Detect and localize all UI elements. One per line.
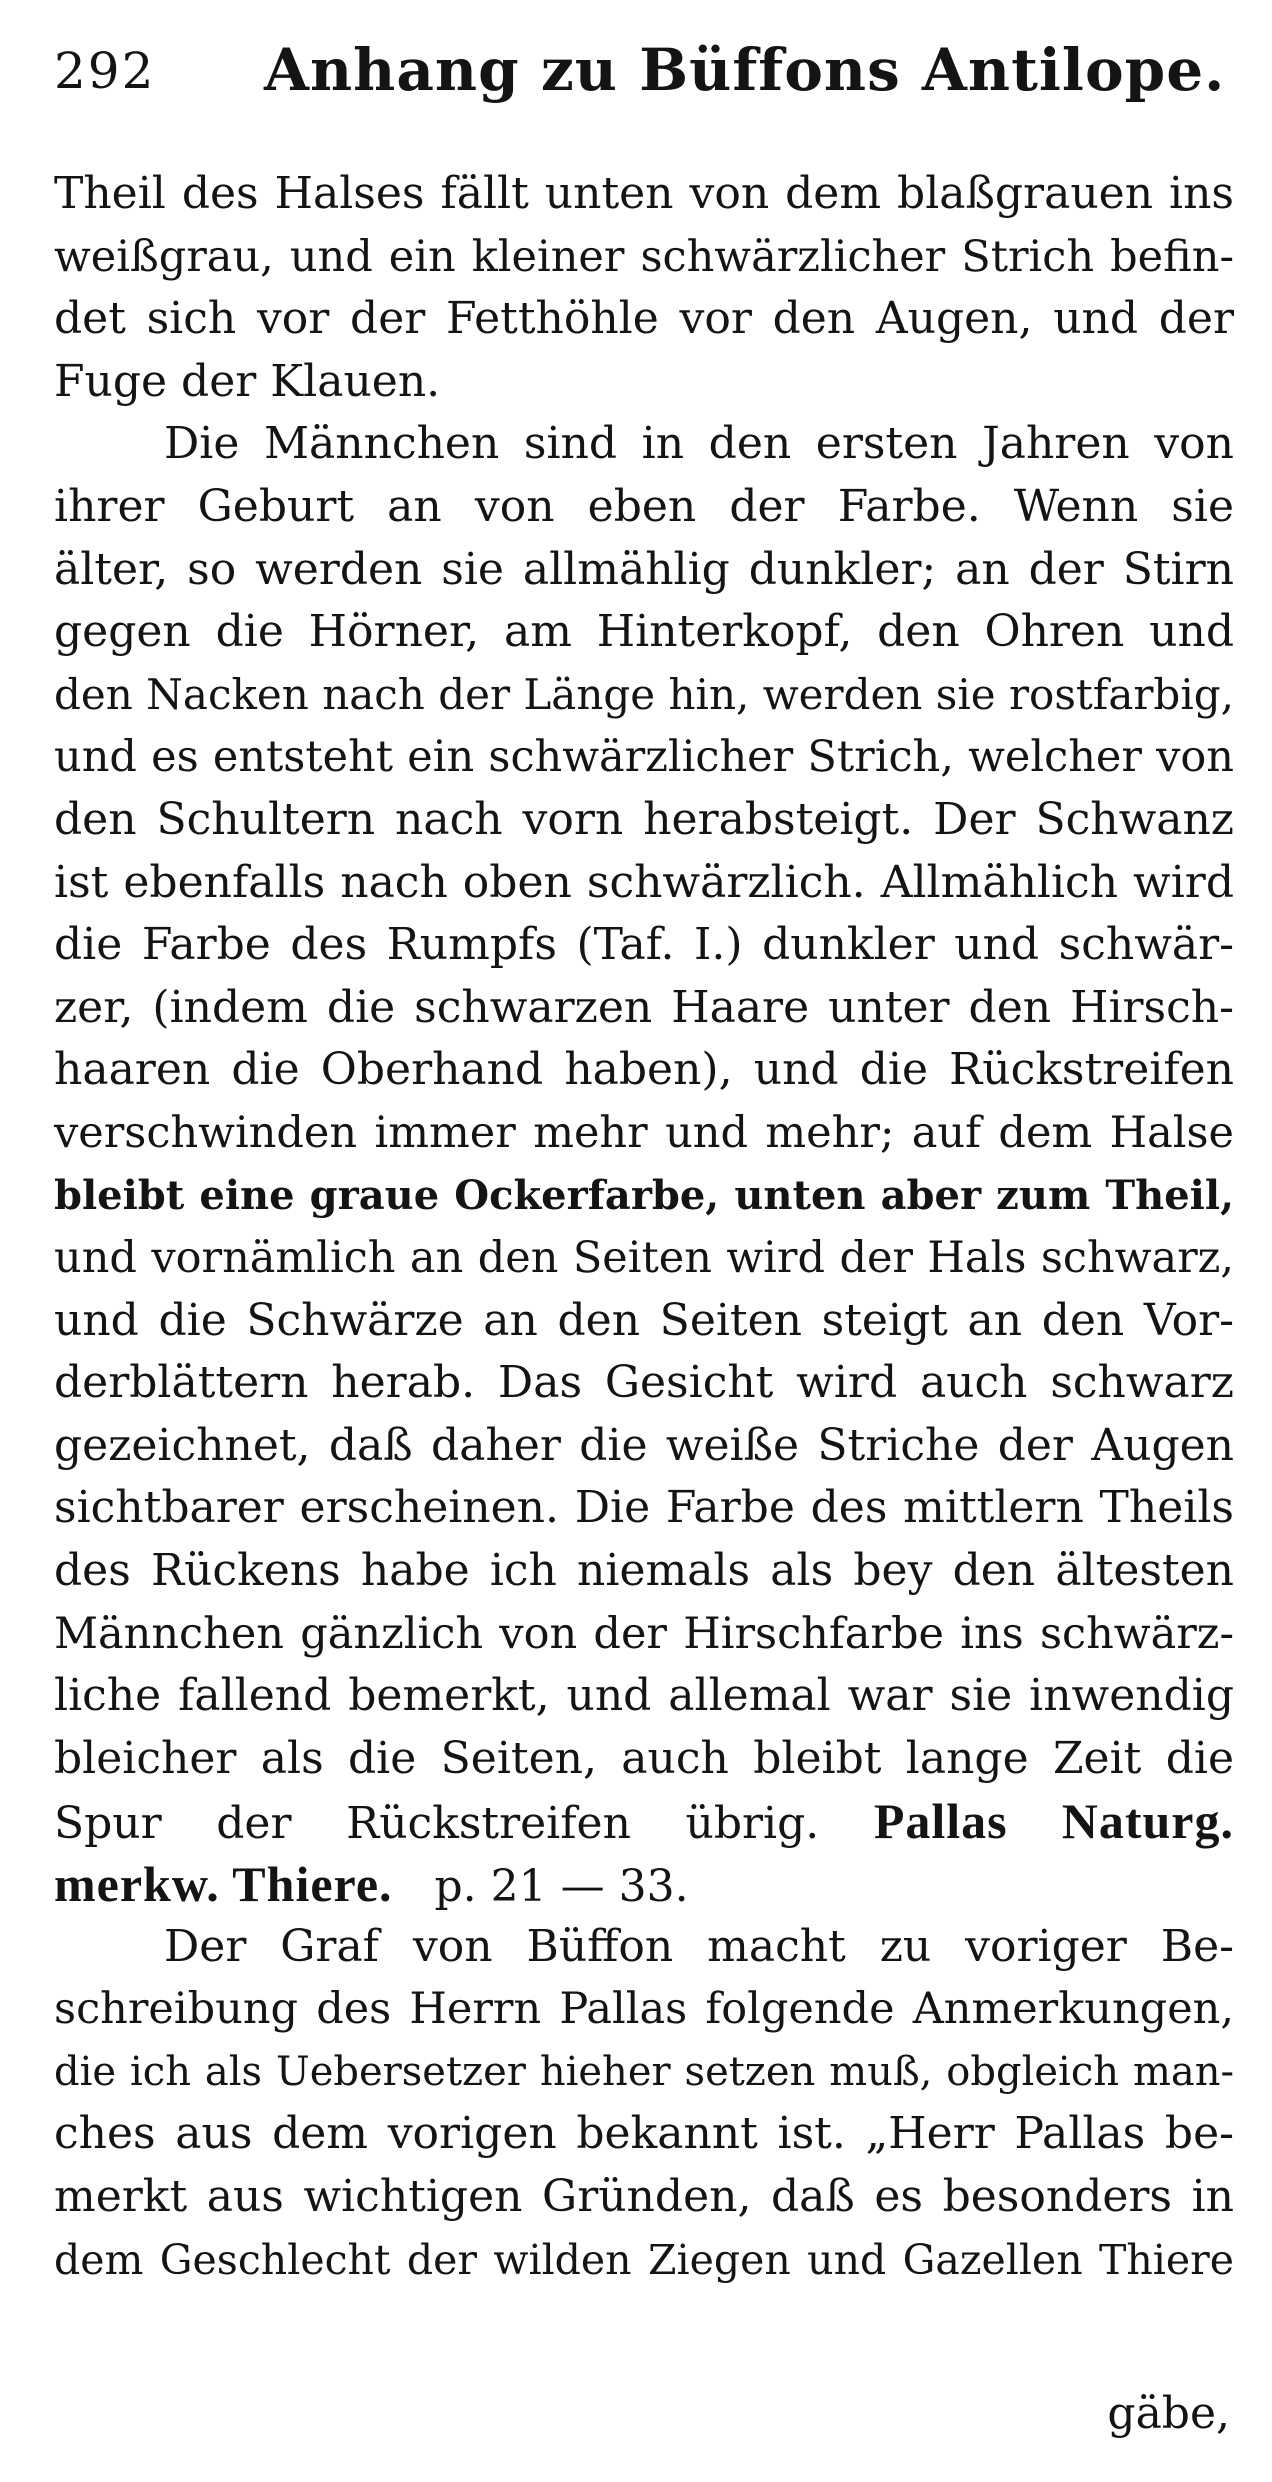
text-line: den Nacken nach der Länge hin, werden sie rostfarbig, — [54, 669, 1234, 719]
text-line: haaren die Oberhand haben), und die Rückstreifen — [54, 1044, 1234, 1096]
text-line: gegen die Hörner, am Hinterkopf, den Ohren und — [54, 606, 1234, 658]
text-line: bleibt eine graue Ockerfarbe, unten aber zum Theil, — [54, 1171, 1234, 1219]
text-line: Fuge der Klauen. — [54, 355, 441, 407]
text-line: und es entsteht ein schwärzlicher Strich, welcher von — [54, 732, 1234, 783]
text-line: und vornämlich an den Seiten wird der Hals schwarz, — [54, 1233, 1234, 1284]
citation-work: merkw. Thiere. — [54, 1856, 393, 1913]
text-line: die Farbe des Rumpfs (Taf. I.) dunkler und schwär- — [54, 919, 1234, 971]
text-line: gezeichnet, daß daher die weiße Striche der Augen — [54, 1419, 1234, 1471]
text-line: bleicher als die Seiten, auch bleibt lange Zeit die — [54, 1732, 1234, 1784]
citation-pages: p. 21 — 33. — [434, 1861, 689, 1913]
text-line: liche fallend bemerkt, und allemal war sie inwendig — [54, 1670, 1234, 1722]
citation-author: Pallas Naturg. — [873, 1793, 1234, 1850]
text-line: Die Männchen sind in den ersten Jahren von — [164, 418, 1234, 470]
text-line: älter, so werden sie allmählig dunkler; an der Stirn — [54, 543, 1234, 595]
text-line: Der Graf von Büffon macht zu voriger Be- — [164, 1920, 1234, 1972]
text-line: ist ebenfalls nach oben schwärzlich. Allmählich wird — [54, 856, 1234, 908]
text-line: verschwinden immer mehr und mehr; auf dem Halse — [54, 1107, 1234, 1158]
citation-line — [54, 1853, 1234, 1916]
text-line: merkt aus wichtigen Gründen, daß es besonders in — [54, 2171, 1234, 2222]
text-line: und die Schwärze an den Seiten steigt an den Vor- — [54, 1294, 1234, 1346]
text-line: den Schultern nach vorn herabsteigt. Der Schwanz — [54, 793, 1234, 845]
page-number: 292 — [54, 42, 156, 100]
citation-line-text: Spur der Rückstreifen übrig. — [54, 1798, 820, 1850]
citation-line — [54, 1790, 1234, 1853]
text-line: ches aus dem vorigen bekannt ist. „Herr Pallas be- — [54, 2108, 1234, 2160]
catchword: gäbe, — [1107, 2388, 1230, 2439]
text-line: des Rückens habe ich niemals als bey den ältesten — [54, 1545, 1234, 1597]
page-header — [54, 32, 1234, 132]
text-line: die ich als Uebersetzer hieher setzen muß, obgleich man- — [54, 2048, 1234, 2095]
text-line: sichtbarer erscheinen. Die Farbe des mittlern Theils — [54, 1482, 1234, 1534]
text-line: det sich vor der Fetthöhle vor den Augen, und der — [54, 293, 1234, 345]
text-line: zer, (indem die schwarzen Haare unter den Hirsch- — [54, 981, 1234, 1033]
text-line: weißgrau, und ein kleiner schwärzlicher Strich befin- — [54, 231, 1234, 282]
text-line: derblättern herab. Das Gesicht wird auch schwarz — [54, 1357, 1234, 1409]
text-line: schreibung des Herrn Pallas folgende Anmerkungen, — [54, 1984, 1234, 2035]
text-line: ihrer Geburt an von eben der Farbe. Wenn sie — [54, 480, 1234, 532]
text-line: Männchen gänzlich von der Hirschfarbe ins schwärz- — [54, 1608, 1234, 1659]
text-line: dem Geschlecht der wilden Ziegen und Gazellen Thiere — [54, 2235, 1234, 2284]
running-head: Anhang zu Büffons Antilope. — [264, 36, 1226, 104]
body-text — [54, 163, 1234, 2291]
text-line: Theil des Halses fällt unten von dem blaßgrauen ins — [54, 168, 1234, 219]
